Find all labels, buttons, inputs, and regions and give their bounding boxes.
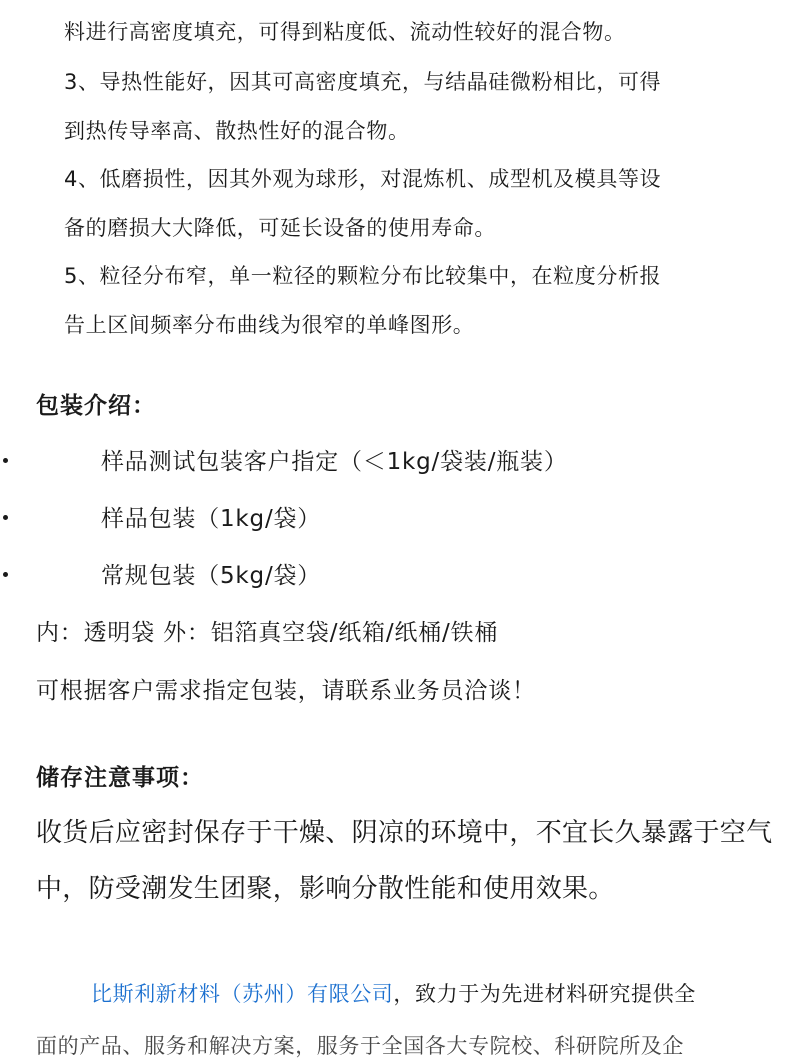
- bullet-icon: [3, 458, 8, 463]
- packaging-item-text: 样品包装（1kg/袋）: [101, 506, 322, 532]
- company-name-link[interactable]: 比斯利新材料（苏州）有限公司: [91, 982, 394, 1006]
- company-intro-line: [91, 978, 696, 1008]
- feature-line-7: 告上区间频率分布曲线为很窄的单峰图形。: [64, 313, 475, 337]
- packaging-inner-outer: 内：透明袋 外：铝箔真空袋/纸箱/纸桶/铁桶: [36, 620, 499, 646]
- storage-line-1: 收货后应密封保存于干燥、阴凉的环境中，不宜长久暴露于空气: [36, 818, 773, 848]
- feature-line-4: 4、低磨损性，因其外观为球形，对混炼机、成型机及模具等设: [64, 167, 662, 191]
- storage-heading: 储存注意事项：: [36, 765, 204, 791]
- packaging-item-text: 样品测试包装客户指定（＜1kg/袋装/瓶装）: [101, 449, 568, 475]
- feature-line-3: 到热传导率高、散热性好的混合物。: [64, 119, 410, 143]
- bullet-icon: [3, 572, 8, 577]
- feature-line-2: 3、导热性能好，因其可高密度填充，与结晶硅微粉相比，可得: [64, 70, 662, 94]
- packaging-heading: 包装介绍：: [36, 393, 156, 419]
- bullet-icon: [3, 515, 8, 520]
- feature-line-5: 备的磨损大大降低，可延长设备的使用寿命。: [64, 216, 496, 240]
- packaging-note: 可根据客户需求指定包装，请联系业务员洽谈！: [36, 678, 536, 704]
- feature-line-1: 料进行高密度填充，可得到粘度低、流动性较好的混合物。: [64, 20, 626, 44]
- company-intro-text: ，致力于为先进材料研究提供全: [393, 982, 696, 1006]
- packaging-item-text: 常规包装（5kg/袋）: [101, 563, 322, 589]
- company-intro-line-2: 面的产品、服务和解决方案，服务于全国各大专院校、科研院所及企: [36, 1034, 684, 1058]
- feature-line-6: 5、粒径分布窄，单一粒径的颗粒分布比较集中，在粒度分析报: [64, 264, 662, 288]
- storage-line-2: 中，防受潮发生团聚，影响分散性能和使用效果。: [36, 874, 615, 904]
